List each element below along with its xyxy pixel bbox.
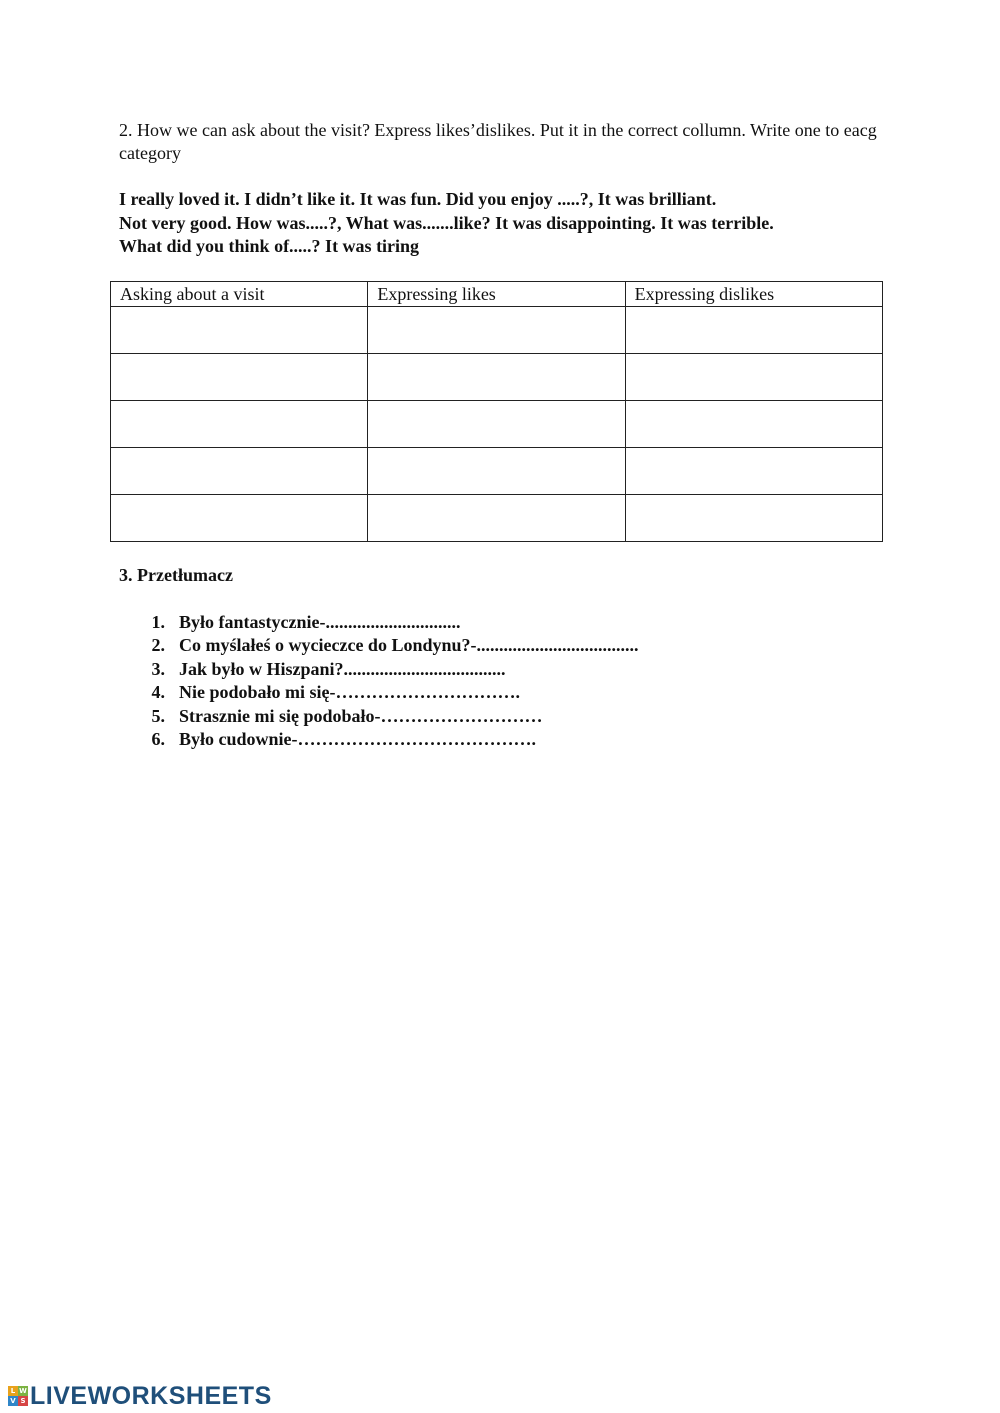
phrase-line: I really loved it. I didn’t like it. It was fun. Did you enjoy .....?, It was brilliant. — [119, 189, 717, 209]
phrase-line: Not very good. How was.....?, What was.......like? It was disappointing. It was terrible. — [119, 212, 774, 233]
answer-cell[interactable] — [625, 495, 882, 542]
item-text: Było cudownie-…………………………………. — [179, 729, 537, 750]
answer-cell[interactable] — [111, 401, 368, 448]
answer-cell[interactable] — [368, 307, 625, 354]
table-row — [111, 354, 883, 401]
list-item — [119, 728, 638, 751]
answer-cell[interactable] — [368, 401, 625, 448]
item-number: 4. — [151, 682, 165, 703]
table-header-row — [111, 282, 883, 307]
brand-text: LIVEWORKSHEETS — [30, 1381, 272, 1410]
answer-cell[interactable] — [111, 307, 368, 354]
item-number: 2. — [151, 635, 165, 656]
header-dislikes: Expressing dislikes — [625, 282, 882, 307]
answer-cell[interactable] — [368, 495, 625, 542]
translation-list — [119, 611, 638, 751]
liveworksheets-logo[interactable] — [8, 1383, 272, 1409]
answer-cell[interactable] — [111, 495, 368, 542]
mark-letter: S — [18, 1396, 28, 1406]
item-text: Co myślałeś o wycieczce do Londynu?-.................................... — [179, 635, 639, 656]
item-number: 6. — [151, 729, 165, 750]
answer-cell[interactable] — [368, 448, 625, 495]
mark-letter: W — [19, 1387, 27, 1395]
answer-cell[interactable] — [111, 448, 368, 495]
item-text: Strasznie mi się podobało-……………………… — [179, 705, 543, 726]
header-asking: Asking about a visit — [111, 282, 368, 307]
liveworksheets-mark-icon — [8, 1386, 28, 1406]
mark-letter: V — [8, 1396, 18, 1406]
item-text: Było fantastycznie-.............................. — [179, 612, 461, 632]
exercise-3-title: 3. Przetłumacz — [119, 565, 233, 585]
answer-cell[interactable] — [368, 354, 625, 401]
item-text: Jak było w Hiszpani?.................................... — [179, 658, 506, 679]
category-table — [110, 281, 883, 542]
answer-cell[interactable] — [625, 307, 882, 354]
list-item — [119, 658, 638, 681]
phrase-line: What did you think of.....? It was tiring — [119, 236, 420, 256]
item-number: 1. — [151, 612, 165, 632]
table-row — [111, 448, 883, 495]
table-row — [111, 495, 883, 542]
item-number: 5. — [151, 705, 165, 726]
item-text: Nie podobało mi się-…………………………. — [179, 682, 521, 703]
header-likes: Expressing likes — [368, 282, 625, 307]
table-row — [111, 401, 883, 448]
answer-cell[interactable] — [625, 401, 882, 448]
phrase-bank — [119, 188, 899, 259]
exercise-2-instruction: 2. How we can ask about the visit? Express likes’dislikes. Put it in the correct collumn. Write one to eacg category — [119, 120, 877, 163]
list-item — [119, 681, 638, 704]
list-item — [119, 611, 638, 634]
list-item — [119, 705, 638, 728]
answer-cell[interactable] — [625, 448, 882, 495]
item-number: 3. — [151, 658, 165, 679]
mark-letter: L — [8, 1386, 18, 1396]
list-item — [119, 634, 638, 657]
answer-cell[interactable] — [625, 354, 882, 401]
table-row — [111, 307, 883, 354]
answer-cell[interactable] — [111, 354, 368, 401]
